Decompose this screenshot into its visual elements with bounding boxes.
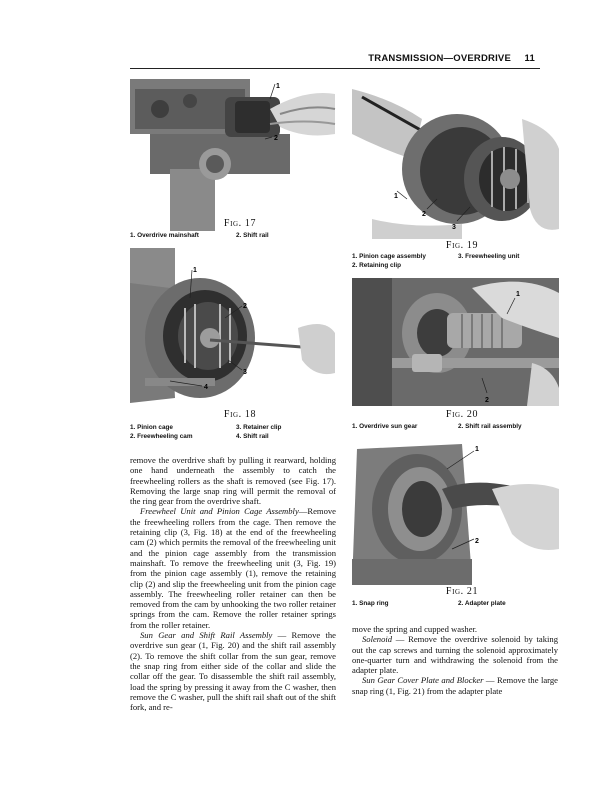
fig18-legend-item-2: 2. Freewheeling cam (130, 432, 193, 440)
section-title: TRANSMISSION—OVERDRIVE (368, 53, 511, 64)
left-paragraph-1: remove the overdrive shaft by pulling it rearward, holding one hand underneath the assembly to catch the freewheeling rollers as the shaft is removed (see Fig. 17). Removing the large snap ring will permit the removal of the ring gear from the overdrive shaft. (130, 455, 336, 507)
fig18-callout-4: 4 (204, 384, 208, 391)
header-rule (130, 68, 540, 69)
fig18-legend (130, 424, 340, 442)
sun-gear-shift-rail-heading: Sun Gear and Shift Rail Assembly (140, 630, 273, 641)
fig20-legend-item-1: 1. Overdrive sun gear (352, 423, 418, 430)
fig19-photo (352, 79, 559, 239)
right-paragraph-3 (352, 675, 558, 696)
fig21-label: Fig. 21 (445, 586, 479, 597)
fig18-legend-item-4: 4. Shift rail (236, 432, 269, 440)
running-header (130, 53, 535, 67)
freewheel-unit-body: —Remove the freewheeling rollers from the cage. Then remove the retaining clip (3, Fig. 18) at the end of the freewheeling cam (2) which permits the removal of the freewheeling unit and the pinion cage assembly from the transmission mainshaft. To remove the freewheeling unit (3, Fig. 19) from the pinion cage assembly (1), remove the retaining clip (2) and slip the freewheeling unit from the pinion cage assembly. The freewheeling roller retainer can then be removed from the cam by unhooking the two roller retainer springs from the cam. Remove the roller retainer springs from the roller retainer. (130, 506, 336, 630)
fig18-legend-item-1: 1. Pinion cage (130, 424, 173, 431)
fig20-callout-1: 1 (516, 291, 520, 298)
left-paragraph-2 (130, 506, 336, 630)
fig17-legend-item-1: 1. Overdrive mainshaft (130, 232, 199, 239)
fig20-label: Fig. 20 (445, 409, 479, 420)
sun-gear-shift-rail-body: — Remove the overdrive sun gear (1, Fig. 20) and the shift rail assembly (2). To remove the shift collar from the sun gear, remove the snap ring from either side of the collar and slide the collar off the gear. To disassemble the shift rail assembly, load the spring by pressing it away from the C washer, then remove the C washer, pull the shift rail shaft out of the shift fork, and re- (130, 630, 336, 713)
page-number: 11 (524, 53, 535, 64)
freewheel-unit-heading: Freewheel Unit and Pinion Cage Assembly (140, 506, 299, 517)
fig19-legend (352, 253, 562, 271)
fig19-legend-item-2: 2. Retaining clip (352, 261, 402, 269)
right-paragraph-1: move the spring and cupped washer. (352, 624, 478, 634)
fig19-callout-3: 3 (452, 224, 456, 231)
right-paragraph-2 (352, 634, 558, 675)
fig21-legend-item-2: 2. Adapter plate (458, 600, 506, 607)
fig17-legend-item-2: 2. Shift rail (236, 232, 269, 239)
fig21-photo (352, 439, 559, 585)
fig18-photo (130, 248, 337, 408)
fig17-label: Fig. 17 (223, 218, 257, 229)
fig18-callout-3: 3 (243, 369, 247, 376)
fig18-callout-1: 1 (193, 267, 197, 274)
sun-gear-cover-heading: Sun Gear Cover Plate and Blocker (362, 675, 484, 686)
right-body-column (352, 624, 558, 696)
fig19-callout-1: 1 (394, 193, 398, 200)
left-body-column (130, 455, 336, 712)
fig19-callout-2: 2 (422, 211, 426, 218)
solenoid-heading: Solenoid (362, 634, 393, 645)
fig19-legend-item-1: 1. Pinion cage assembly (352, 253, 426, 260)
fig20-legend (352, 423, 562, 432)
fig20-photo (352, 278, 559, 406)
fig17-callout-2: 2 (274, 135, 278, 142)
fig21-callout-1: 1 (475, 446, 479, 453)
fig18-callout-2: 2 (243, 303, 247, 310)
fig17-callout-1: 1 (276, 83, 280, 90)
fig17-photo (130, 79, 337, 231)
fig19-label: Fig. 19 (445, 240, 479, 251)
fig18-legend-item-3: 3. Retainer clip (236, 424, 282, 431)
solenoid-body: — Remove the overdrive solenoid by taking out the cap screws and turning the solenoid approximately one-quarter turn and withdrawing the solenoid from the adapter plate. (352, 634, 558, 676)
fig21-legend-item-1: 1. Snap ring (352, 600, 389, 607)
fig20-legend-item-2: 2. Shift rail assembly (458, 423, 522, 430)
fig20-callout-2: 2 (485, 397, 489, 404)
fig17-legend (130, 232, 340, 241)
fig21-legend (352, 600, 562, 609)
sun-gear-cover-body: — Remove the large snap ring (1, Fig. 21) from the adapter plate (352, 675, 558, 696)
fig18-label: Fig. 18 (223, 409, 257, 420)
left-paragraph-3 (130, 630, 336, 712)
fig21-callout-2: 2 (475, 538, 479, 545)
fig19-legend-item-3: 3. Freewheeling unit (458, 253, 520, 260)
